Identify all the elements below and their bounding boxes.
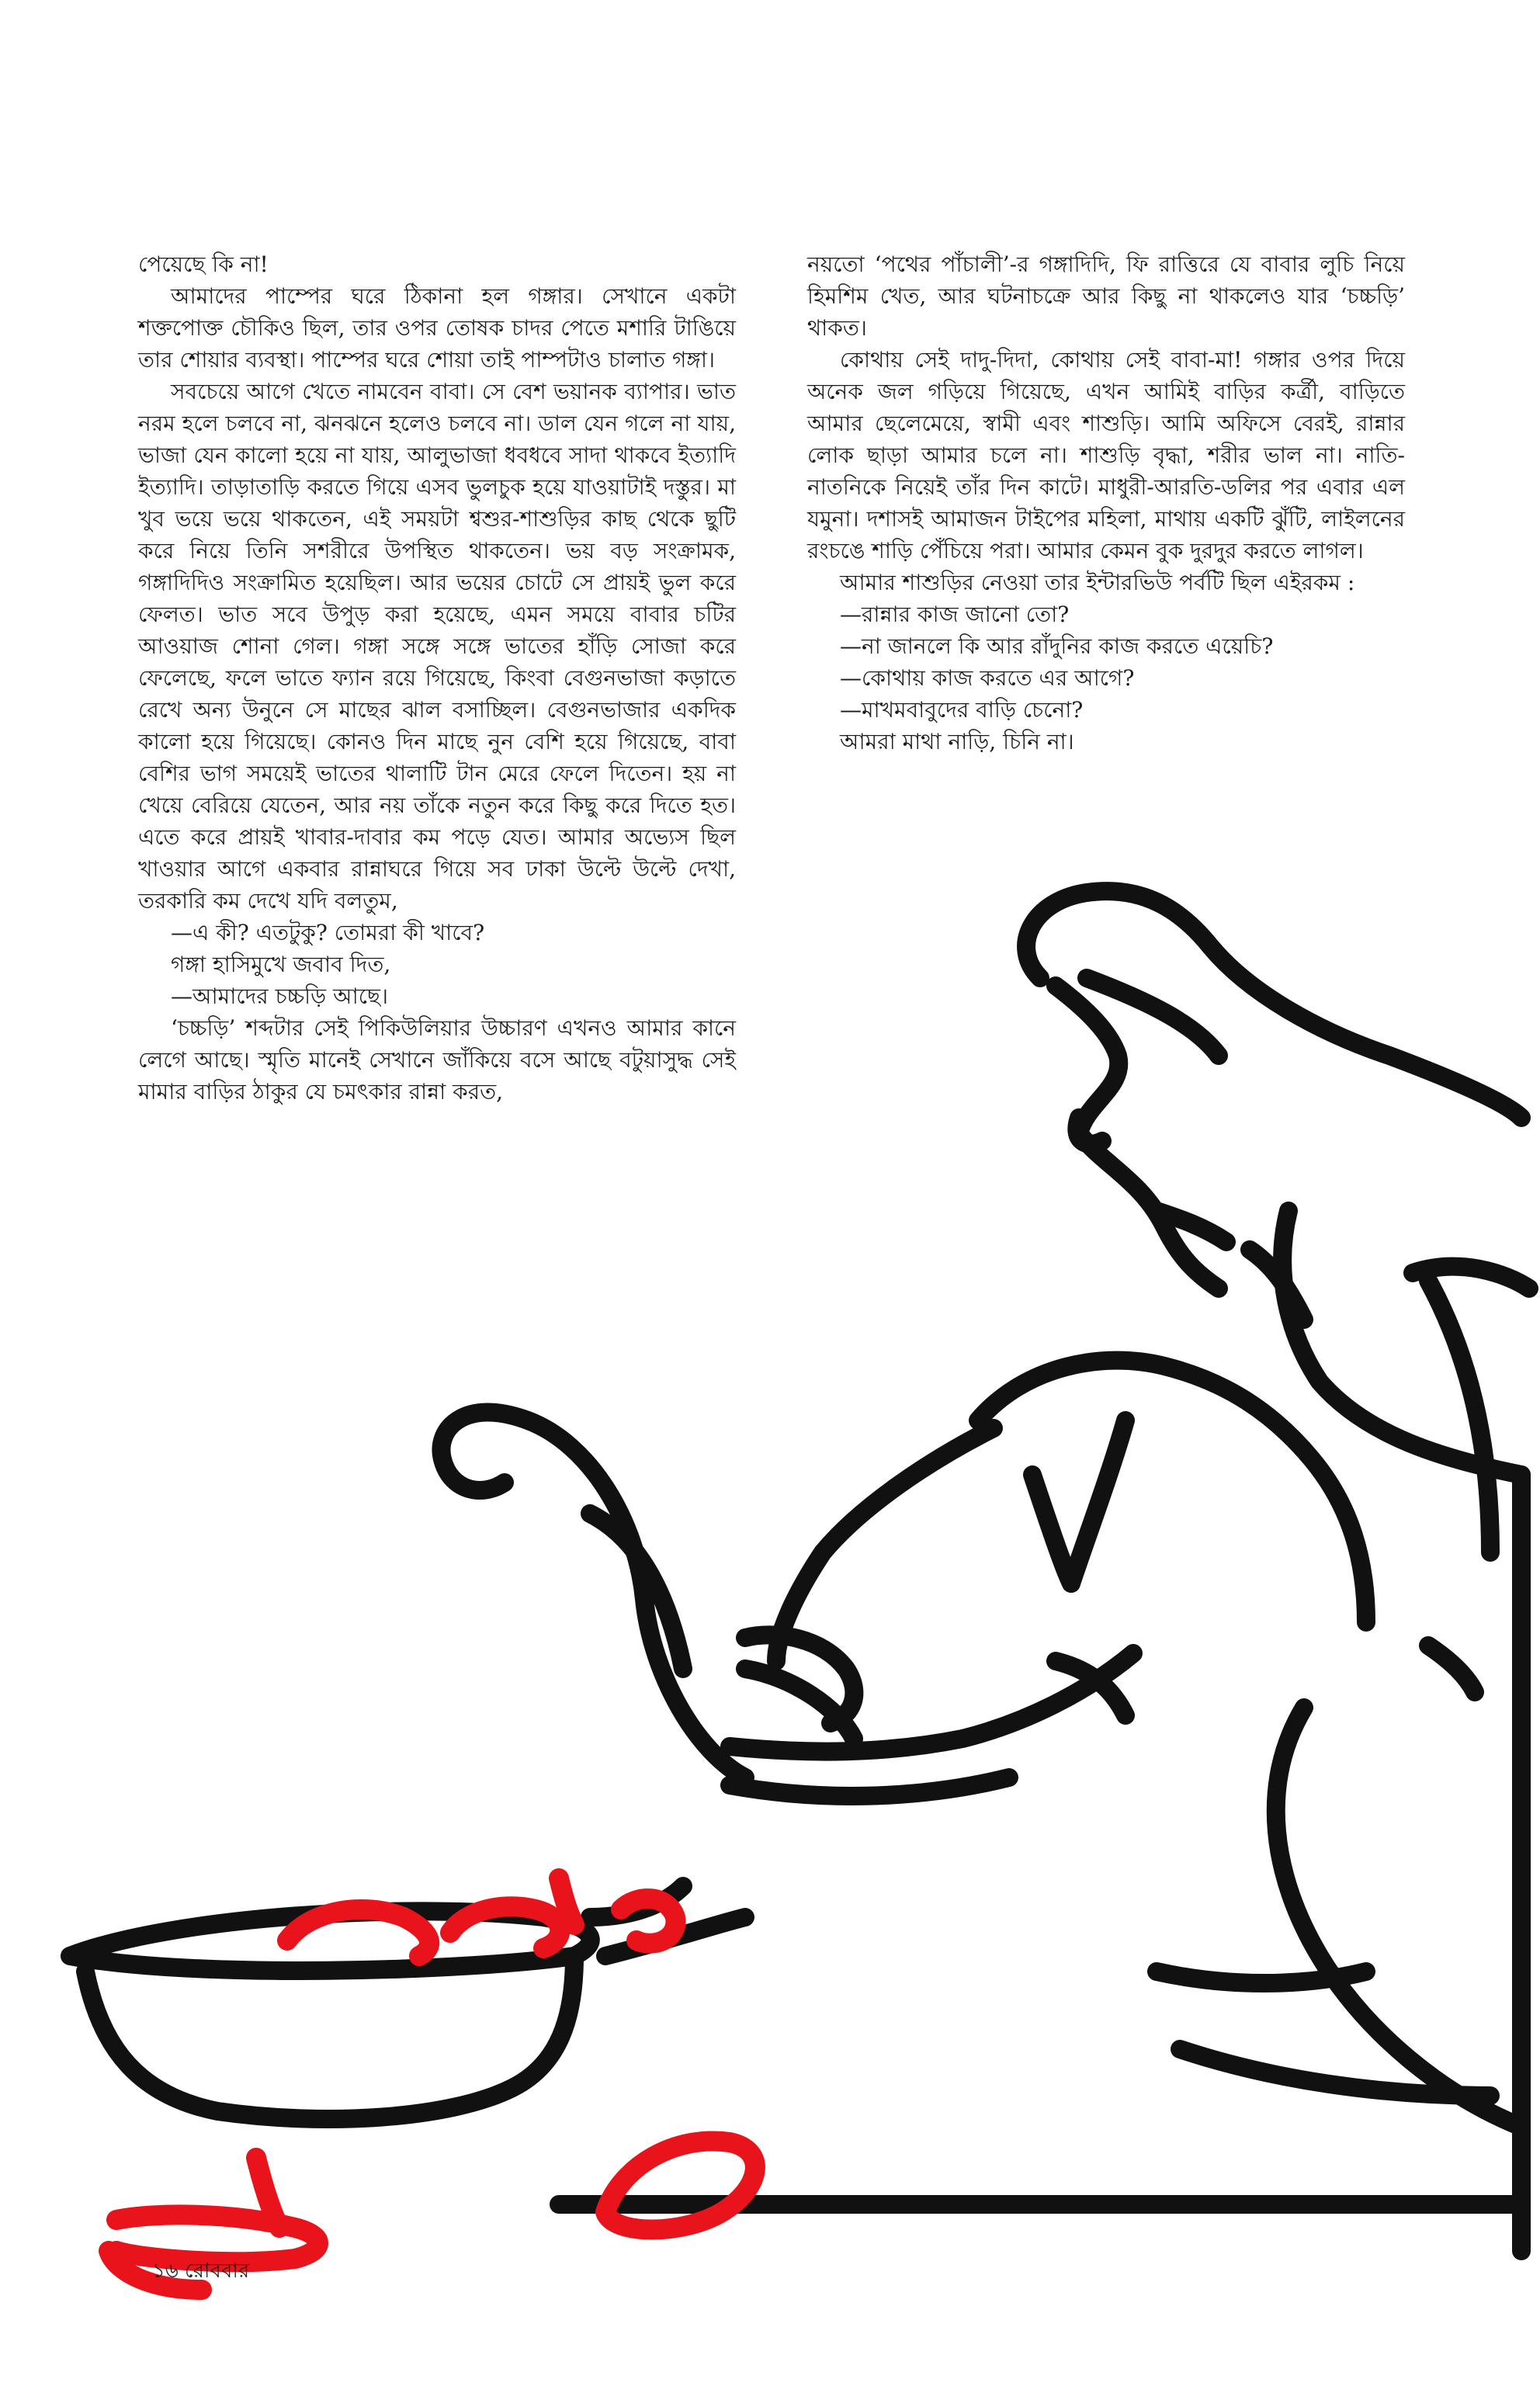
paragraph: পেয়েছে কি না! <box>138 251 269 277</box>
paragraph: সবচেয়ে আগে খেতে নামবেন বাবা। সে বেশ ভয়ানক ব্যাপার। ভাত নরম হলে চলবে না, ঝনঝনে হলেও চলবে না। ডাল যেন গলে না যায়, ভাজা যেন কালো হয়ে না যায়, আলুভাজা ধবধবে সাদা থাকবে ইত্যাদি ইত্যাদি। তাড়াতাড়ি করতে গিয়ে এসব ভুলচুক হয়ে যাওয়াটাই দস্তুর। মা খুব ভয়ে ভয়ে থাকতেন, এই সময়টা শ্বশুর-শাশুড়ির কাছ থেকে ছুটি করে নিয়ে তিনি সশরীরে উপস্থিত থাকতেন। ভয় বড় সংক্রামক, গঙ্গাদিদিও সংক্রামিত হয়েছিল। আর ভয়ের চোটে সে প্রায়ই ভুল করে ফেলত। ভাত সবে উপুড় করা হয়েছে, এমন সময়ে বাবার চটির আওয়াজ শোনা গেল। গঙ্গা সঙ্গে সঙ্গে ভাতের হাঁড়ি সোজা করে ফেলেছে, ফলে ভাতে ফ্যান রয়ে গিয়েছে, কিংবা বেগুনভাজা কড়াতে রেখে অন্য উনুনে সে মাছের ঝাল বসাচ্ছিল। বেগুনভাজার একদিক কালো হয়ে গিয়েছে। কোনও দিন মাছে নুন বেশি হয়ে গিয়েছে, বাবা বেশির ভাগ সময়েই ভাতের থালাটি টান মেরে ফেলে দিতেন। হয় না খেয়ে বেরিয়ে যেতেন, আর নয় তাঁকে নতুন করে কিছু করে দিতে হত। এতে করে প্রায়ই খাবার-দাবার কম পড়ে যেত। আমার অভ্যেস ছিল খাওয়ার আগে একবার রান্নাঘরে গিয়ে সব ঢাকা উল্টে উল্টে দেখা, তরকারি কম দেখে যদি বলতুম, <box>138 379 736 914</box>
dialogue-line: —রান্নার কাজ জানো তো? <box>840 602 1070 627</box>
paragraph: আমাদের পাম্পের ঘরে ঠিকানা হল গঙ্গার। সেখানে একটা শক্তপোক্ত চৌকিও ছিল, তার ওপর তোষক চাদর পেতে মশারি টাঙিয়ে তার শোয়ার ব্যবস্থা। পাম্পের ঘরে শোয়া তাই পাম্পটাও চালাত গঙ্গা। <box>138 283 736 373</box>
paragraph: কোথায় সেই দাদু-দিদা, কোথায় সেই বাবা-মা! গঙ্গার ওপর দিয়ে অনেক জল গড়িয়ে গিয়েছে, এখন আমিই বাড়ির কর্ত্রী, বাড়িতে আমার ছেলেমেয়ে, স্বামী এবং শাশুড়ি। আমি অফিসে বেরই, রান্নার লোক ছাড়া আমার চলে না। শাশুড়ি বৃদ্ধা, শরীর ভাল না। নাতি-নাতনিকে নিয়েই তাঁর দিন কাটে। মাধুরী-আরতি-ডলির পর এবার এল যমুনা। দশাসই আমাজন টাইপের মহিলা, মাথায় একটি ঝুঁটি, লাইলনের রংচঙে শাড়ি পেঁচিয়ে পরা। আমার কেমন বুক দুরদুর করতে লাগল। <box>807 347 1405 564</box>
paragraph: আমার শাশুড়ির নেওয়া তার ইন্টারভিউ পর্বটি ছিল এইরকম : <box>840 570 1355 595</box>
paragraph: আমরা মাথা নাড়ি, চিনি না। <box>840 729 1074 754</box>
page-folio: ১৬ রোববার <box>152 2259 250 2283</box>
right-column <box>807 248 1405 758</box>
paragraph: গঙ্গা হাসিমুখে জবাব দিত, <box>171 952 391 977</box>
dialogue-line: —এ কী? এতটুকু? তোমরা কী খাবে? <box>171 920 485 945</box>
paragraph: ‘চচ্চড়ি’ শব্দটার সেই পিকিউলিয়ার উচ্চারণ এখনও আমার কানে লেগে আছে। স্মৃতি মানেই সেখানে জাঁকিয়ে বসে আছে বটুয়াসুদ্ধ সেই মামার বাড়ির ঠাকুর যে চমৎকার রান্না করত, <box>138 1015 736 1105</box>
paragraph: নয়তো ‘পথের পাঁচালী’-র গঙ্গাদিদি, ফি রাত্তিরে যে বাবার লুচি নিয়ে হিমশিম খেত, আর ঘটনাচক্রে আর কিছু না থাকলেও যার ‘চচ্চড়ি’ থাকত। <box>807 251 1405 341</box>
left-column <box>138 248 736 1108</box>
dialogue-line: —মাখমবাবুদের বাড়ি চেনো? <box>840 697 1084 723</box>
dialogue-line: —কোথায় কাজ করতে এর আগে? <box>840 665 1135 691</box>
dialogue-line: —আমাদের চচ্চড়ি আছে। <box>171 983 388 1009</box>
dialogue-line: —না জানলে কি আর রাঁদুনির কাজ করতে এয়েচি? <box>840 633 1274 659</box>
